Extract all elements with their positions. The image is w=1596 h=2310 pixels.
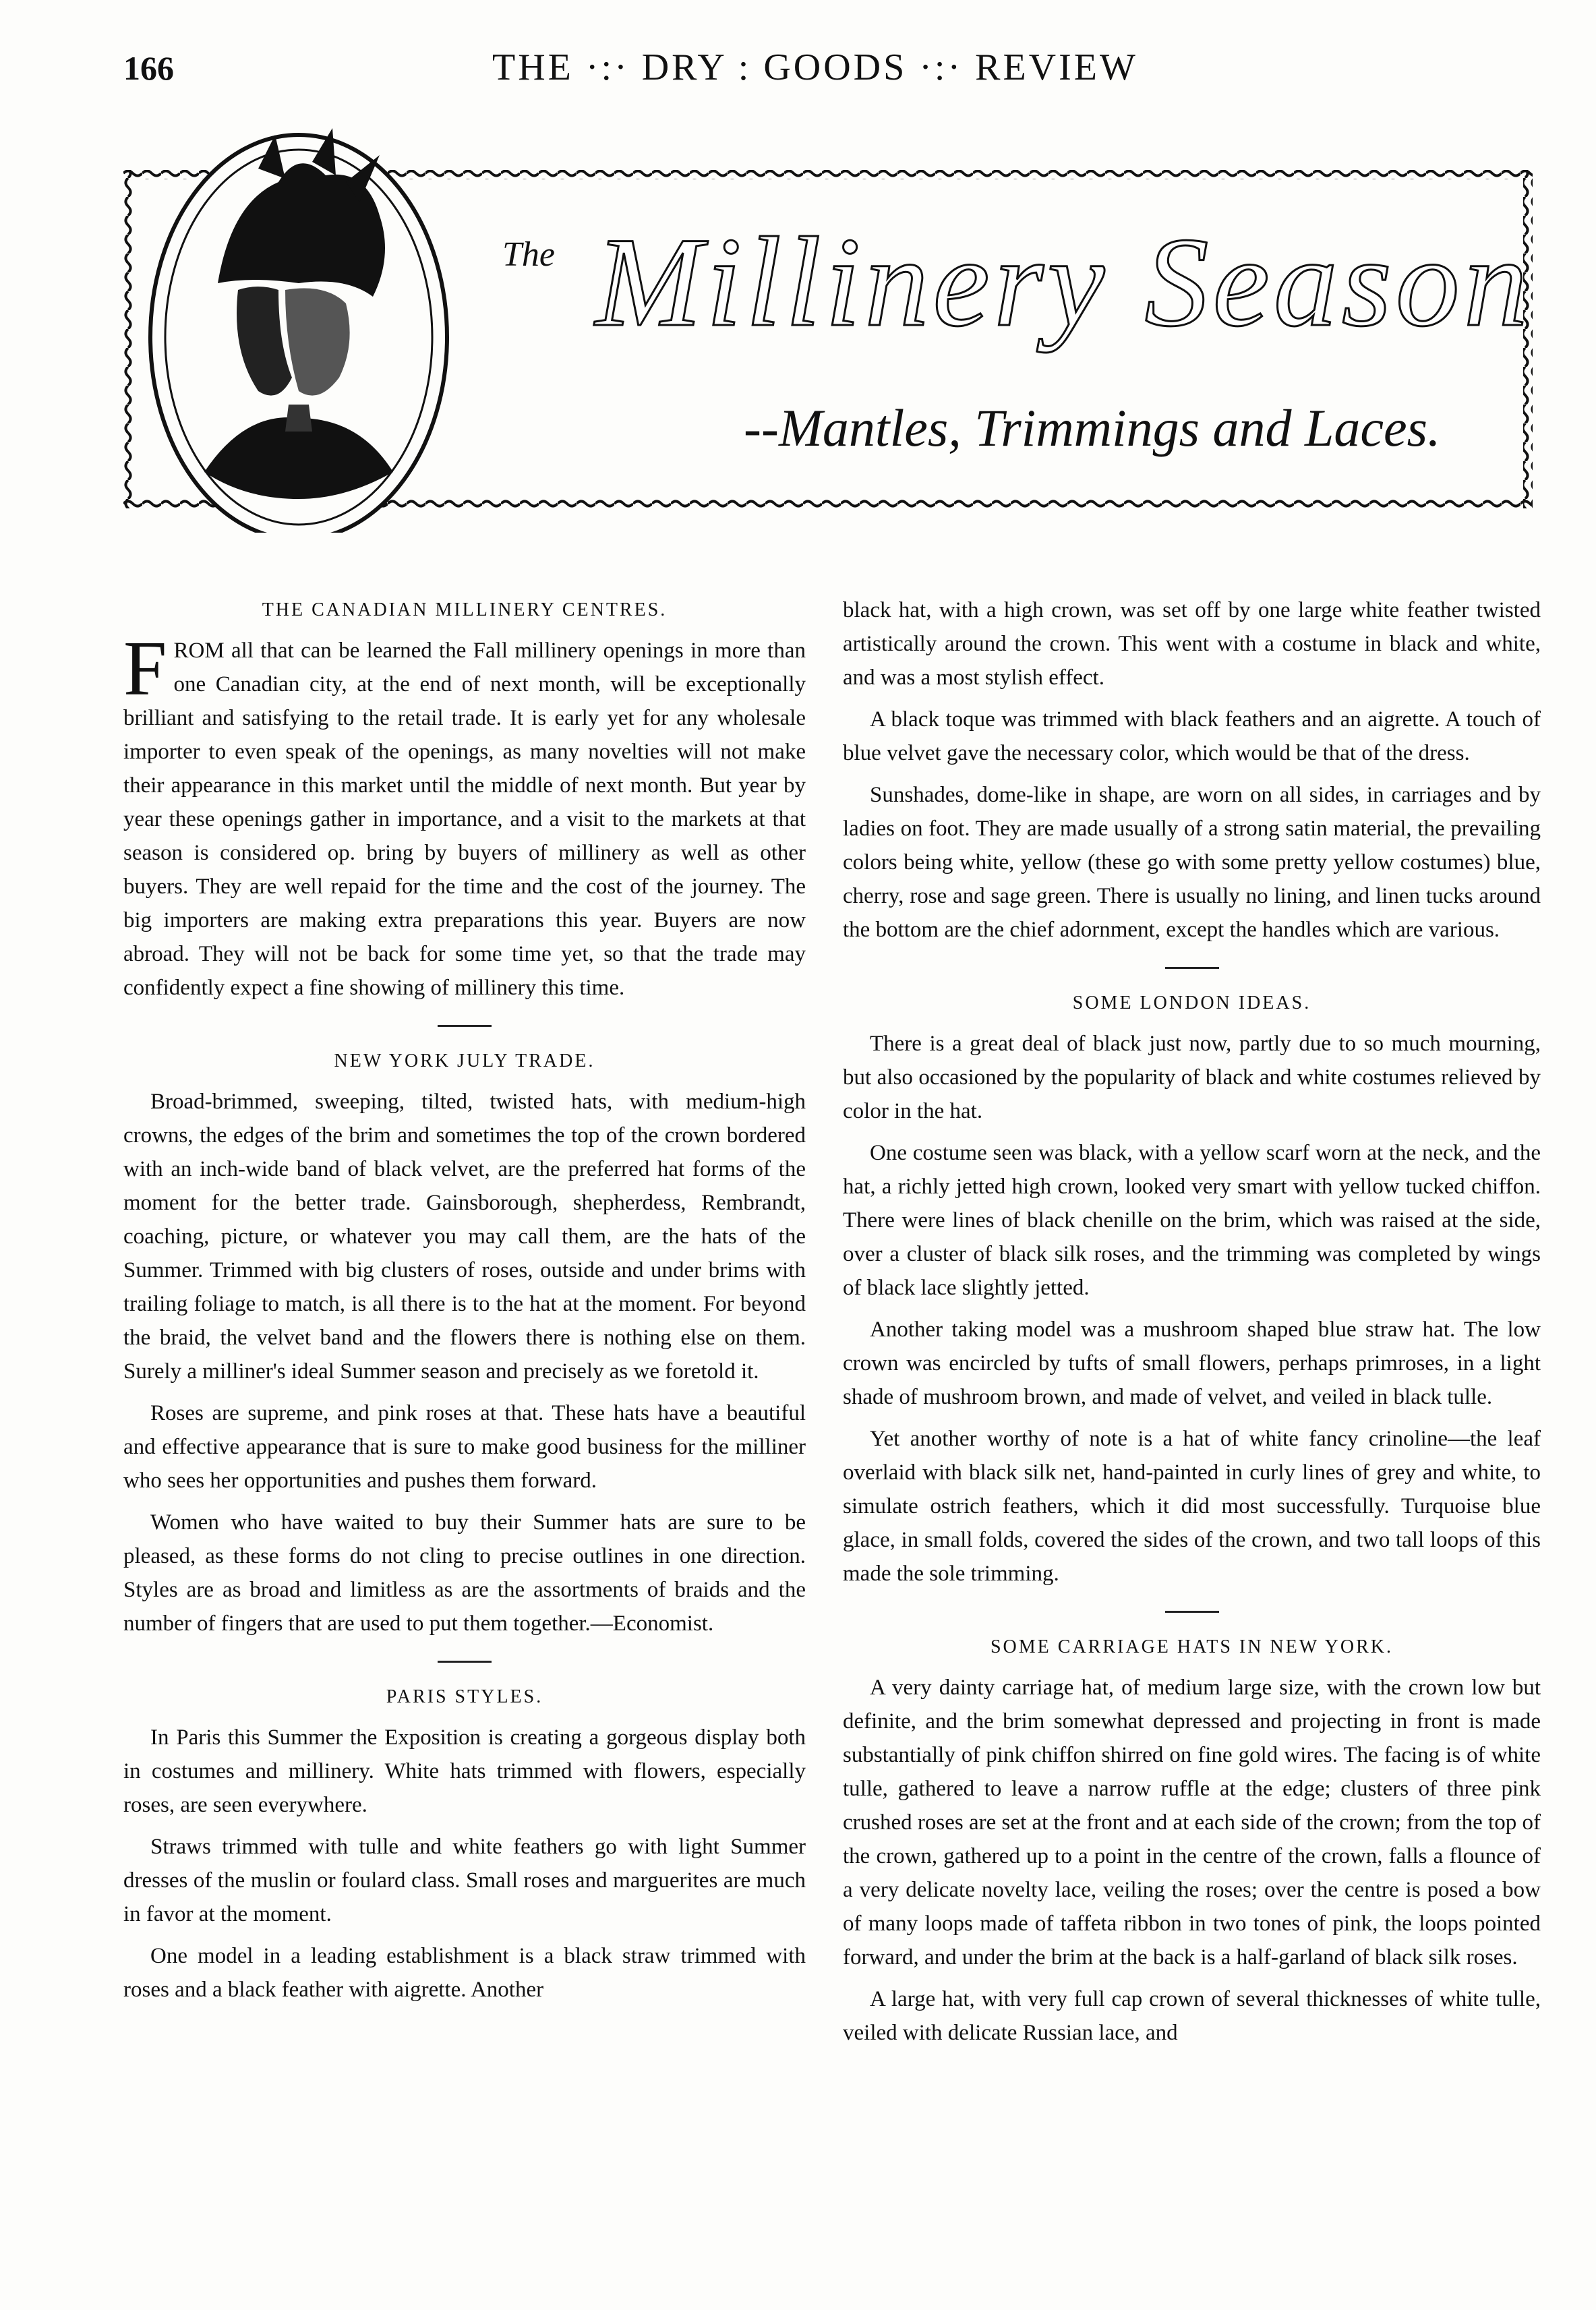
running-head: THE ·:· DRY : GOODS ·:· REVIEW xyxy=(492,47,1138,88)
section-heading: NEW YORK JULY TRADE. xyxy=(334,1050,595,1071)
article-paragraph: A black toque was trimmed with black feathers and an aigrette. A touch of blue velvet gave the necessary color, which would be that of the dress. xyxy=(843,707,1541,765)
article-paragraph: Women who have waited to buy their Summer hats are sure to be pleased, as these forms do not cling to precise outlines in one direction. Styles are as broad and limitless as are the assortments of braids and the number of fingers that are used to put them together.—Economist. xyxy=(123,1510,806,1636)
article-new-york-july-trade xyxy=(123,1044,806,1640)
banner-subtitle: --Mantles, Trimmings and Laces. xyxy=(744,398,1441,457)
banner-the-word: The xyxy=(502,235,555,274)
article-london-ideas xyxy=(843,986,1541,1591)
section-heading: SOME CARRIAGE HATS IN NEW YORK. xyxy=(990,1636,1393,1657)
section-divider xyxy=(438,1661,492,1663)
article-paragraph: One model in a leading establishment is a black straw trimmed with roses and a black feather with aigrette. Another xyxy=(123,1944,806,2002)
article-paragraph: A large hat, with very full cap crown of several thicknesses of white tulle, veiled with delicate Russian lace, and xyxy=(843,1987,1541,2045)
article-paragraph: Roses are supreme, and pink roses at that. These hats have a beautiful and effective appearance that is sure to make good business for the milliner who sees her opportunities and pushes them forward. xyxy=(123,1401,806,1493)
section-heading: SOME LONDON IDEAS. xyxy=(1072,993,1311,1013)
right-column xyxy=(843,593,1541,2058)
article-paragraph: One costume seen was black, with a yellow scarf worn at the neck, and the hat, a richly jetted high crown, looked very smart with yellow tucked chiffon. There were lines of black chenille on the brim, which was raised at the side, over a cluster of black silk roses, and the trimming was completed by wings of black lace slightly jetted. xyxy=(843,1141,1541,1300)
section-heading: PARIS STYLES. xyxy=(386,1686,543,1707)
title-banner xyxy=(123,121,1533,533)
article-continued xyxy=(843,593,1541,947)
article-paragraph: black hat, with a high crown, was set off by one large white feather twisted artistically around the crown. This went with a costume in black and white, and was a most stylish effect. xyxy=(843,598,1541,690)
drop-cap: F xyxy=(123,626,167,712)
article-paris-styles xyxy=(123,1680,806,2007)
article-canadian-millinery xyxy=(123,593,806,1005)
article-paragraph: There is a great deal of black just now, partly due to so much mourning, but also occasioned by the popularity of black and white costumes relieved by color in the hat. xyxy=(843,1032,1541,1123)
article-paragraph: Straws trimmed with tulle and white feathers go with light Summer dresses of the muslin or foulard class. Small roses and marguerites are much in favor at the moment. xyxy=(123,1835,806,1926)
section-divider xyxy=(438,1025,492,1027)
article-carriage-hats xyxy=(843,1630,1541,2050)
left-column xyxy=(123,593,806,2015)
article-paragraph: In Paris this Summer the Exposition is creating a gorgeous display both in costumes and millinery. White hats trimmed with flowers, especially roses, are seen everywhere. xyxy=(123,1725,806,1817)
article-paragraph: A very dainty carriage hat, of medium large size, with the crown low but definite, and the brim somewhat depressed and projecting in front is made substantially of pink chiffon shirred on fine gold wires. The facing is of white tulle, gathered to leave a narrow ruffle at the edge; clusters of three pink crushed roses are set at the front and at each side of the crown; from the top of the crown, gathered up to a point in the centre of the crown, falls a flounce of a very delicate novelty lace, veiling the roses; over the centre is posed a bow of many loops made of taffeta ribbon in two tones of pink, the loops pointed forward, and under the brim at the back is a half-garland of black silk roses. xyxy=(843,1676,1541,1970)
article-paragraph: FROM all that can be learned the Fall millinery openings in more than one Canadian city, at the end of next month, will be exceptionally brilliant and satisfying to the retail trade. It is early yet for any wholesale importer to even speak of the openings, as many novelties will not make their appearance in this market until the middle of next month. But year by year these openings gather in importance, and a visit to the markets at that season is considered op. bring by buyers of millinery as well as other buyers. They are well repaid for the time and the cost of the journey. The big importers are making extra preparations this year. Buyers are now abroad. They will not be back for some time yet, so that the trade may confidently expect a fine showing of millinery this time. xyxy=(123,626,806,1000)
article-paragraph: Broad-brimmed, sweeping, tilted, twisted hats, with medium-high crowns, the edges of the brim and sometimes the top of the crown bordered with an inch-wide band of black velvet, are the preferred hat forms of the moment for the better trade. Gainsborough, shepherdess, Rembrandt, coaching, picture, or whatever you may call them, are the hats of the Summer. Trimmed with big clusters of roses, outside and under brims with trailing foliage to match, is all there is to the hat at the moment. For beyond the braid, the velvet band and the flowers there is nothing else on them. Surely a milliner's ideal Summer season and precisely as we foretold it. xyxy=(123,1090,806,1384)
section-heading: THE CANADIAN MILLINERY CENTRES. xyxy=(262,599,668,620)
article-paragraph: Sunshades, dome-like in shape, are worn on all sides, in carriages and by ladies on foot. They are made usually of a strong satin material, the prevailing colors being white, yellow (these go with some pretty yellow costumes) blue, cherry, rose and sage green. There is usually no lining, and linen tucks around the bottom are the chief adornment, except the handles which are various. xyxy=(843,783,1541,942)
article-paragraph: Another taking model was a mushroom shaped blue straw hat. The low crown was encircled by tufts of small flowers, perhaps primroses, in a light shade of mushroom brown, and made of velvet, and veiled in black tulle. xyxy=(843,1317,1541,1409)
article-paragraph: Yet another worthy of note is a hat of white fancy crinoline—the leaf overlaid with black silk net, hand-painted in curly lines of grey and white, to simulate ostrich feathers, which it did most successfully. Turquoise blue glace, in small folds, covered the sides of the crown, and two tall loops of this made the sole trimming. xyxy=(843,1427,1541,1586)
section-divider xyxy=(1165,967,1219,969)
page-number: 166 xyxy=(123,49,174,87)
banner-title: Millinery Season xyxy=(595,212,1532,353)
section-divider xyxy=(1165,1611,1219,1613)
